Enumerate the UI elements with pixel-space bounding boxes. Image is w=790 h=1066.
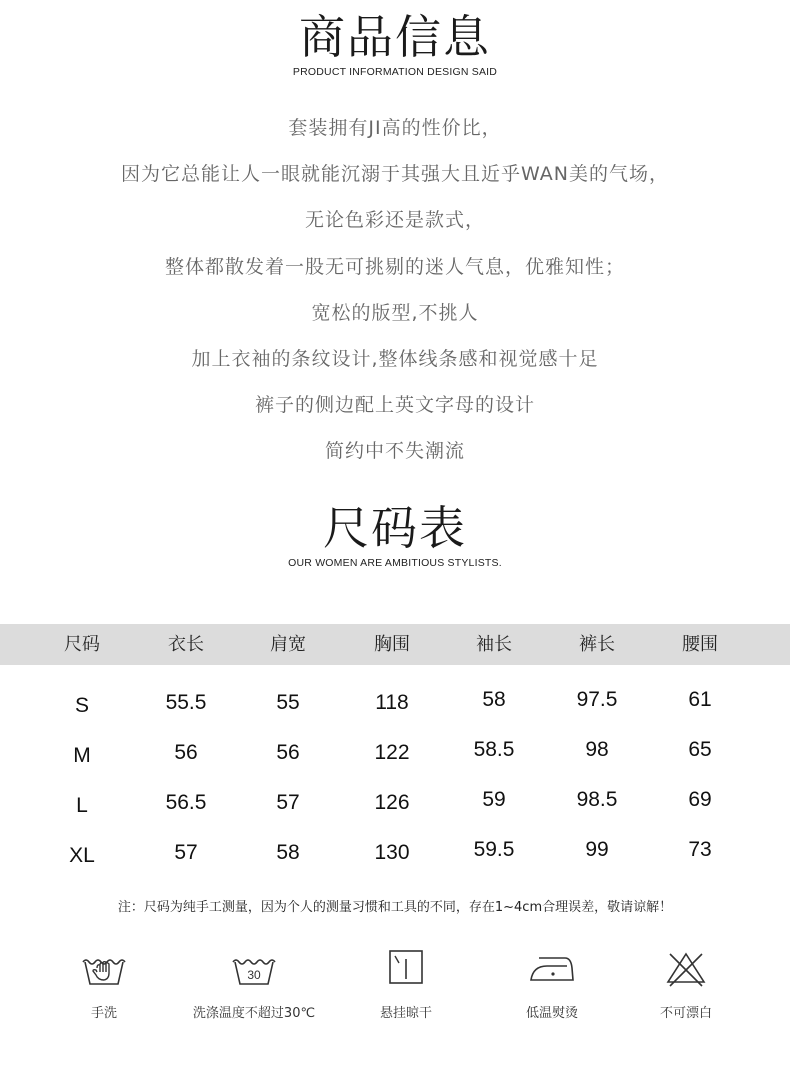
table-cell: 58 xyxy=(482,688,506,711)
table-cell: 57 xyxy=(174,841,198,864)
hang-dry-icon xyxy=(382,948,430,988)
table-row xyxy=(0,728,790,778)
care-label: 不可漂白 xyxy=(659,1006,712,1021)
table-cell: S xyxy=(74,694,89,717)
table-cell: 98.5 xyxy=(576,788,618,811)
table-cell: 65 xyxy=(688,738,712,761)
low-iron-icon xyxy=(527,948,577,988)
description-line: 裤子的侧边配上英文字母的设计 xyxy=(254,394,535,417)
description-line: 整体都散发着一股无可挑剔的迷人气息，优雅知性； xyxy=(164,255,625,278)
table-cell: 56 xyxy=(174,741,198,764)
table-cell: 59.5 xyxy=(473,838,515,861)
column-header: 尺码 xyxy=(64,634,100,655)
table-cell: 56.5 xyxy=(165,791,207,814)
care-label: 低温熨烫 xyxy=(525,1006,578,1021)
care-item-no-bleach xyxy=(606,948,766,1021)
care-label: 悬挂晾干 xyxy=(379,1006,432,1021)
table-cell: 58.5 xyxy=(473,738,515,761)
section-subtitle: PRODUCT INFORMATION DESIGN SAID xyxy=(292,66,498,78)
table-row xyxy=(0,678,790,728)
hand-wash-icon xyxy=(80,948,128,988)
size-table-header xyxy=(0,624,790,665)
column-header: 裤长 xyxy=(579,634,615,655)
no-bleach-icon xyxy=(662,948,710,988)
size-table-body xyxy=(0,678,790,878)
description-line: 简约中不失潮流 xyxy=(324,440,465,463)
wash-temperature: 30 xyxy=(247,968,261,982)
section-subtitle: OUR WOMEN ARE AMBITIOUS STYLISTS. xyxy=(288,557,502,569)
care-item-hang-dry xyxy=(326,948,486,1021)
table-row xyxy=(0,828,790,878)
table-cell: L xyxy=(76,794,88,817)
table-cell: 55 xyxy=(276,691,300,714)
section-title: 尺码表 xyxy=(323,501,467,555)
product-description xyxy=(0,108,790,478)
measurement-note: 注：尺码为纯手工测量，因为个人的测量习惯和工具的不同，存在1~4cm合理误差，敬请谅解！ xyxy=(117,900,673,915)
table-cell: 118 xyxy=(375,691,409,714)
description-line: 无论色彩还是款式， xyxy=(304,209,485,232)
product-info-header xyxy=(0,10,790,78)
description-line: 因为它总能让人一眼就能沉溺于其强大且近乎WAN美的气场， xyxy=(121,163,669,186)
table-row xyxy=(0,778,790,828)
table-cell: 56 xyxy=(276,741,300,764)
description-line: 套装拥有JI高的性价比， xyxy=(288,117,502,139)
description-line: 加上衣袖的条纹设计,整体线条感和视觉感十足 xyxy=(191,347,599,370)
table-cell: 99 xyxy=(585,838,609,861)
table-cell: 55.5 xyxy=(165,691,207,714)
wash-30-icon xyxy=(230,948,278,988)
table-cell: XL xyxy=(69,844,95,867)
table-cell: M xyxy=(73,744,91,767)
table-cell: 57 xyxy=(276,791,300,814)
column-header: 肩宽 xyxy=(270,634,306,655)
table-cell: 59 xyxy=(482,788,506,811)
table-cell: 98 xyxy=(585,738,609,761)
table-cell: 130 xyxy=(374,841,410,864)
table-cell: 61 xyxy=(688,688,712,711)
care-label: 手洗 xyxy=(90,1006,117,1021)
column-header: 袖长 xyxy=(476,634,512,655)
care-item-wash-30 xyxy=(174,948,334,1021)
column-header: 衣长 xyxy=(168,634,204,655)
care-instructions xyxy=(0,948,790,1048)
description-line: 宽松的版型,不挑人 xyxy=(311,301,479,324)
care-item-hand-wash xyxy=(24,948,184,1021)
table-cell: 126 xyxy=(374,791,410,814)
section-title: 商品信息 xyxy=(299,10,491,64)
table-cell: 122 xyxy=(374,741,410,764)
care-label: 洗涤温度不超过30℃ xyxy=(192,1006,316,1021)
size-chart-header xyxy=(0,501,790,569)
table-cell: 69 xyxy=(688,788,712,811)
column-header: 腰围 xyxy=(682,634,718,655)
column-header: 胸围 xyxy=(374,634,410,655)
table-cell: 73 xyxy=(688,838,712,861)
table-cell: 58 xyxy=(276,841,300,864)
table-cell: 97.5 xyxy=(576,688,618,711)
